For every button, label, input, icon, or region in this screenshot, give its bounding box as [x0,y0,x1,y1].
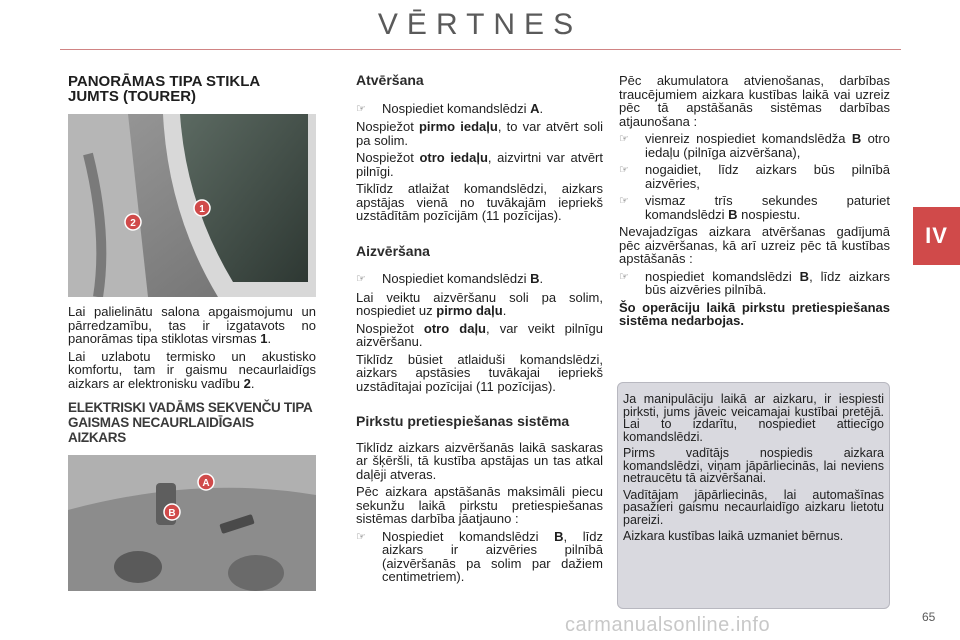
warning-text: Šo operāciju laikā pirkstu pretiespiešanas sistēma nedarbojas. [619,299,890,328]
pointer-icon: ☞ [356,102,366,115]
note-paragraph-3: Vadītājam jāpārliecinās, lai automašīnas pasažieri gaismu necaurlaidīgo aizkaru lietotu pareizi. [623,487,884,527]
opening-bullet: ☞ Nospiediet komandslēdzi A. [356,100,544,116]
middle-column [356,74,603,588]
pointer-icon: ☞ [356,273,366,285]
opening-paragraph-2: Nospiežot otro iedaļu, aizvirtni var atvērt pilnīgi. [356,150,603,179]
reset-paragraph: Pēc akumulatora atvienošanas, darbības traucējumiem aizkara kustības laikā vai uzreiz pēc tā apstāšanās sistēmas darbības atjaunošana : [619,73,890,129]
pointer-icon: ☞ [619,133,629,145]
anti-pinch-bullet: ☞ Nospiediet komandslēdzi B, līdz aizkars ir aizvēries pilnībā (aizvēršanās pa solim par dažiem centimetriem). [356,528,603,584]
section-heading: PANORĀMAS TIPA STIKLA JUMTS (TOURER) [68,73,260,105]
closing-paragraph-2: Nospiežot otro daļu, var veikt pilnīgu aizvēršanu. [356,320,603,349]
note-paragraph-4: Aizkara kustības laikā uzmaniet bērnus. [623,529,844,543]
opening-paragraph-1: Nospiežot pirmo iedaļu, to var atvērt soli pa solim. [356,119,603,148]
reset-bullet-3: ☞ vismaz trīs sekundes paturiet komandslēdzi B nospiestu. [619,193,890,222]
opening-paragraph-3: Tiklīdz atlaižat komandslēdzi, aizkars apstājas vienā no tuvākajām iepriekš uzstādītām pozīcijām (11 pozīcijas). [356,181,603,223]
left-text [68,305,316,445]
callout-b-label: B [168,508,176,519]
subsection-heading: ELEKTRISKI VADĀMS SEKVENČU TIPA GAISMAS NECAURLAIDĪGAIS AIZKARS [68,400,312,445]
safety-note-box [617,382,890,609]
anti-pinch-paragraph-2: Pēc aizkara apstāšanās maksimāli piecu sekunžu laikā pirkstu pretiespiešanas sistēmas darbība jāatjauno : [356,484,603,526]
callout-1-label: 1 [199,204,205,215]
pointer-icon: ☞ [619,195,629,207]
closing-paragraph-3: Tiklīdz būsiet atlaiduši komandslēdzi, aizkars apstāsies tuvākajai iepriekš uzstādītajai pozīcijai (11 pozīcijas). [356,351,603,394]
note-paragraph-2: Pirms vadītājs nospiedis aizkara komandslēdzi, viņam jāpārliecinās, lai neviens netraucētu tā aizvēršanai. [623,446,884,485]
pointer-icon: ☞ [619,164,629,176]
callout-a-label: A [202,478,210,489]
page-number: 65 [922,610,936,624]
reopen-paragraph: Nevajadzīgas aizkara atvēršanas gadījumā pēc aizvēršanas, kā arī uzreiz pēc tā kustības apstāšanās : [619,224,890,266]
sunroof-photo [68,114,316,297]
reset-bullet-2: ☞ nogaidiet, līdz aizkars būs pilnībā aizvēries, [619,162,890,191]
pointer-icon: ☞ [619,270,629,283]
anti-pinch-heading: Pirkstu pretiespiešanas sistēma [356,413,570,429]
header-divider [60,49,901,50]
chapter-tab: IV [913,207,960,265]
anti-pinch-paragraph-1: Tiklīdz aizkars aizvēršanās laikā saskaras ar šķēršli, tā kustība apstājas un tas atkal daļēji atveras. [356,439,603,482]
pointer-icon: ☞ [356,530,366,543]
closing-bullet: ☞ Nospiediet komandslēdzi B. [356,271,544,286]
intro-paragraph-2: Lai uzlabotu termisko un akustisko komfortu, tam ir gaismu necaurlaidīgs aizkars ar elektronisku vadību 2. [68,348,316,391]
watermark: carmanualsonline.info [565,614,771,636]
intro-paragraph-1: Lai palielinātu salona apgaismojumu un pārredzamību, tas ir izgatavots no panorāmas tipa stiklotas virsmas 1. [68,304,316,346]
switch-photo [68,455,316,591]
reopen-bullet: ☞ nospiediet komandslēdzi B, līdz aizkars būs aizvēries pilnībā. [619,268,890,297]
right-column [619,74,890,332]
callout-2-label: 2 [130,218,136,229]
note-paragraph-1: Ja manipulāciju laikā ar aizkaru, ir iespiesti pirksti, jums jāveic veicamajai kustībai pretējā. Lai to izdarītu, nospiediet attiecīgo komandslēdzi. [623,392,884,444]
closing-paragraph-1: Lai veiktu aizvēršanu soli pa solim, nospiediet uz pirmo daļu. [356,289,603,318]
opening-heading: Atvēršana [356,72,424,88]
left-column [68,74,316,104]
page-title: VĒRTNES [377,8,583,41]
closing-heading: Aizvēršana [356,242,430,259]
reset-bullet-1: ☞ vienreiz nospiediet komandslēdža B otro iedaļu (pilnīga aizvēršana), [619,131,890,160]
